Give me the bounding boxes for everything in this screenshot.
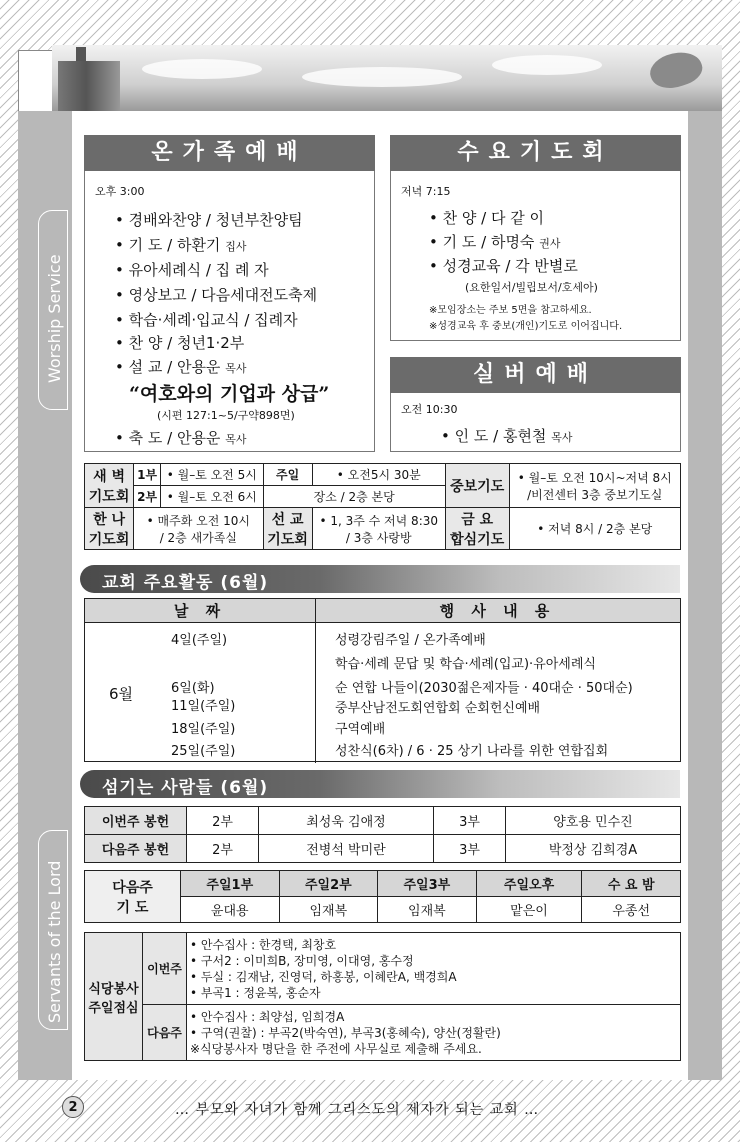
cloud	[302, 67, 462, 87]
event-date: 4일(주일)	[171, 633, 228, 648]
meal-service-table	[84, 932, 681, 1061]
order-item: • 인 도 / 홍현철 목사	[441, 427, 573, 445]
order-item: • 축 도 / 안용운 목사	[115, 429, 247, 447]
event-column-header: 행 사 내 용	[315, 599, 680, 623]
cell: • 월–토 오전 5시	[161, 464, 264, 486]
wednesday-prayer-title: 수요기도회	[390, 135, 681, 171]
church-building-image	[58, 61, 120, 111]
event-text: 중부산남전도회연합회 순회헌신예배	[335, 701, 541, 716]
family-worship-time: 오후 3:00	[95, 185, 145, 198]
intercession-label: 중보기도	[445, 464, 509, 508]
order-item: • 찬 양 / 다 같 이	[429, 209, 544, 227]
table-row	[85, 933, 681, 1005]
prayer-leaders-table	[84, 870, 681, 923]
date-column-header: 날 짜	[85, 599, 315, 623]
order-item: • 학습·세례·입교식 / 집례자	[115, 311, 298, 329]
scripture-reference: (시편 127:1~5/구약898면)	[157, 409, 295, 422]
order-item: • 성경교육 / 각 반별로	[429, 257, 578, 275]
activities-table	[84, 598, 681, 762]
cell: 최성욱 김애정	[259, 807, 434, 835]
cell: 임재복	[378, 897, 477, 923]
next-week-list: • 안수집사 : 최양섭, 임희경A • 구역(권찰) : 부곡2(박숙연), 부곡3(홍혜숙), 양산(정활란) ※식당봉사자 명단을 한 주전에 사무실로 제출해 주세요.	[187, 1005, 681, 1061]
this-week-label: 이번주	[143, 933, 187, 1005]
column-header: 주일2부	[279, 871, 378, 897]
event-text: 성찬식(6차) / 6 · 25 상기 나라를 위한 연합집회	[335, 744, 609, 759]
cell: • 월–토 오전 6시	[161, 486, 264, 508]
order-item: • 기 도 / 하명숙 권사	[429, 233, 561, 251]
korea-map-image	[646, 45, 706, 95]
event-text: 구역예배	[335, 722, 386, 737]
servants-section-title: 섬기는 사람들 (6월)	[102, 778, 269, 798]
mission-prayer-label: 선 교 기도회	[263, 508, 312, 550]
meal-service-label: 식당봉사 주일점심	[85, 933, 143, 1061]
table-row	[85, 835, 681, 863]
table-row	[85, 1005, 681, 1061]
cell: 주일	[263, 464, 312, 486]
event-date: 18일(주일)	[171, 722, 236, 737]
servants-tab-label: Servants of the Lord	[45, 860, 64, 1023]
cell: 1부	[134, 464, 161, 486]
order-item: • 기 도 / 하환기 집사	[115, 236, 247, 254]
offering-label: 다음주 봉헌	[85, 835, 187, 863]
event-text: 학습·세례 문답 및 학습·세례(입교)·유아세례식	[335, 657, 596, 672]
footer	[0, 1092, 740, 1122]
event-date: 6일(화)	[171, 681, 215, 696]
order-item: • 설 교 / 안용운 목사	[115, 358, 247, 376]
wednesday-prayer-box	[390, 171, 681, 341]
order-item: • 경배와찬양 / 청년부찬양팀	[115, 211, 303, 229]
family-worship-title: 온가족예배	[84, 135, 375, 171]
month-label: 6월	[109, 685, 134, 703]
column-divider	[315, 599, 316, 763]
column-header: 주일1부	[181, 871, 280, 897]
hana-prayer-info: • 매주화 오전 10시 / 2층 새가족실	[134, 508, 263, 550]
offering-table	[84, 806, 681, 863]
prayer-meetings-table	[84, 463, 681, 550]
bible-study-books: (요한일서/빌립보서/호세아)	[465, 281, 598, 294]
cell: 장소 / 2층 본당	[263, 486, 445, 508]
friday-prayer-info: • 저녁 8시 / 2층 본당	[509, 508, 680, 550]
cell: 3부	[434, 835, 506, 863]
servants-side-tab	[38, 830, 68, 1030]
sermon-title: “여호와의 기업과 상급”	[129, 383, 330, 405]
prayer-leaders-label: 다음주 기 도	[85, 871, 181, 923]
cloud	[142, 59, 262, 79]
event-text: 순 연합 나들이(2030젊은제자들 · 40대순 · 50대순)	[335, 681, 633, 696]
column-header: 수 요 밤	[582, 871, 681, 897]
activities-section-title: 교회 주요활동 (6월)	[102, 573, 269, 593]
silver-worship-title: 실버예배	[390, 357, 681, 393]
table-row	[85, 871, 681, 897]
silver-worship-box	[390, 393, 681, 452]
event-date: 25일(주일)	[171, 744, 236, 759]
column-header: 주일오후	[476, 871, 582, 897]
cell: 양호용 민수진	[506, 807, 681, 835]
column-header: 주일3부	[378, 871, 477, 897]
order-item: • 영상보고 / 다음세대전도축제	[115, 286, 318, 304]
cell: 박정상 김희경A	[506, 835, 681, 863]
notice: ※모임장소는 주보 5면을 참고하세요.	[429, 305, 592, 316]
cell: 전병석 박미란	[259, 835, 434, 863]
event-text: 성령강림주일 / 온가족예배	[335, 633, 486, 648]
event-date: 11일(주일)	[171, 699, 236, 714]
cloud	[492, 55, 602, 75]
worship-side-tab	[38, 210, 68, 410]
cell: 2부	[134, 486, 161, 508]
cell: 2부	[187, 807, 259, 835]
this-week-list: • 안수집사 : 한경택, 최창호 • 구서2 : 이미희B, 장미영, 이대영, 홍수정 • 두실 : 김재남, 진영덕, 하홍봉, 이혜란A, 백경희A • 부곡1 : 정윤복, 홍순자	[187, 933, 681, 1005]
friday-prayer-label: 금 요 합심기도	[445, 508, 509, 550]
wednesday-prayer-time: 저녁 7:15	[401, 185, 451, 198]
cell: 윤대용	[181, 897, 280, 923]
activities-section-header	[80, 565, 680, 593]
church-motto: … 부모와 자녀가 함께 그리스도의 제자가 되는 교회 …	[175, 1102, 540, 1118]
page-number: 2	[62, 1096, 84, 1118]
order-item: • 유아세례식 / 집 례 자	[115, 261, 269, 279]
offering-label: 이번주 봉헌	[85, 807, 187, 835]
silver-worship-time: 오전 10:30	[401, 403, 458, 416]
header-banner	[52, 45, 722, 111]
family-worship-box	[84, 171, 375, 452]
cell: 3부	[434, 807, 506, 835]
cell: 2부	[187, 835, 259, 863]
cell: 임재복	[279, 897, 378, 923]
servants-section-header	[80, 770, 680, 798]
order-item: • 찬 양 / 청년1·2부	[115, 334, 245, 352]
intercession-info: • 월–토 오전 10시~저녁 8시 /비전센터 3층 중보기도실	[509, 464, 680, 508]
next-week-label: 다음주	[143, 1005, 187, 1061]
table-row	[85, 807, 681, 835]
cell: 맡은이	[476, 897, 582, 923]
dawn-prayer-label: 새 벽 기도회	[85, 464, 134, 508]
hana-prayer-label: 한 나 기도회	[85, 508, 134, 550]
mission-prayer-info: • 1, 3주 수 저녁 8:30 / 3층 사랑방	[312, 508, 445, 550]
cell: 우종선	[582, 897, 681, 923]
worship-tab-label: Worship Service	[45, 254, 64, 383]
notice: ※성경교육 후 중보(개인)기도로 이어집니다.	[429, 321, 623, 332]
cell: • 오전5시 30분	[312, 464, 445, 486]
